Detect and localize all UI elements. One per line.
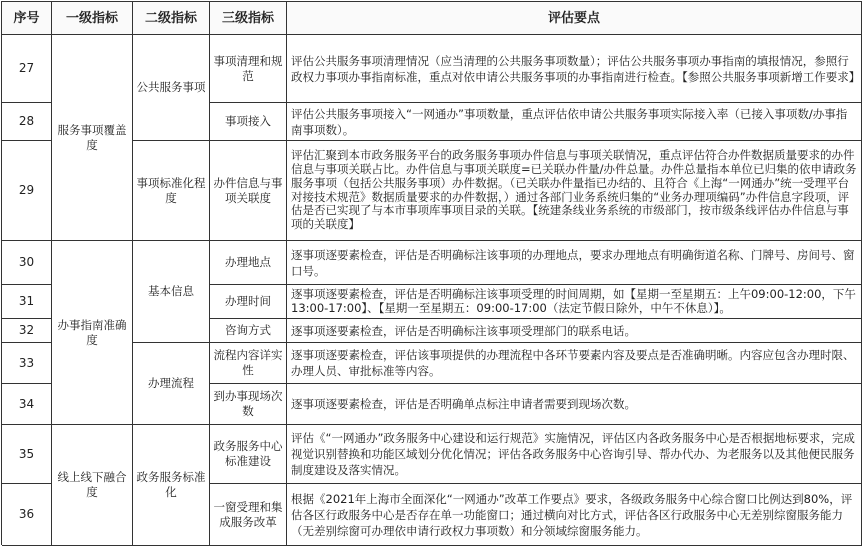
level2-basic-info: 基本信息 [133,241,210,343]
row-number: 34 [2,384,52,425]
row-level3: 政务服务中心标准建设 [210,425,287,484]
row-number: 29 [2,141,52,241]
row-level3: 流程内容详实性 [210,343,287,384]
row-number: 27 [2,35,52,103]
row-level3: 事项接入 [210,103,287,141]
level1-coverage: 服务事项覆盖度 [52,35,133,241]
row-points: 评估公共服务事项接入“一网通办”事项数量，重点评估依申请公共服务事项实际接入率（已接入事项数/办事指南事项数）。 [287,103,862,141]
row-number: 32 [2,319,52,343]
row-number: 33 [2,343,52,384]
header-level1: 一级指标 [52,2,133,35]
row-points: 根据《2021年上海市全面深化“一网通办”改革工作要点》要求，各级政务服务中心综合窗口比例达到80%，评估各区行政服务中心是否存在单一功能窗口；通过横向对比方式，评估各区行政服务中心无差别综窗服务能力（无差别综窗可办理依申请行政权力事项数）和分领域综窗服务能力。 [287,484,862,546]
row-number: 35 [2,425,52,484]
row-level3: 咨询方式 [210,319,287,343]
row-level3: 办理时间 [210,285,287,319]
level2-standardization: 事项标准化程度 [133,141,210,241]
row-points: 逐事项逐要素检查，评估该事项提供的办理流程中各环节要素内容及要点是否准确明晰。内容应包含办理时限、办理人员、审批标准等内容。 [287,343,862,384]
level1-guide-accuracy: 办事指南准确度 [52,241,133,425]
row-number: 31 [2,285,52,319]
row-level3: 事项清理和规范 [210,35,287,103]
evaluation-table [1,1,862,545]
level2-process: 办理流程 [133,343,210,425]
row-number: 28 [2,103,52,141]
row-points: 评估汇聚到本市政务服务平台的政务服务事项办件信息与事项关联情况，重点评估符合办件数据质量要求的办件信息与事项关联占比。办件信息与事项关联度=已关联办件量/办件总量。办件总量指本单位已归集的依申请政务服务事项（包括公共服务事项）办件数据。（已关联办件量指已办结的、且符合《上海“一网通办”统一受理平台对接技术规范》数据质量要求的办件数据，）通过各部门业务系统归集的“业务办理项编码”办件信息字段项，评估是否已实现了与本市事项库事项目录的关联。【统建条线业务系统的市级部门，按市级条线评估办件信息与事项的关联度】 [287,141,862,241]
row-level3: 办理地点 [210,241,287,285]
row-points: 逐事项逐要素检查，评估是否明确标注该事项受理部门的联系电话。 [287,319,862,343]
row-level3: 一窗受理和集成服务改革 [210,484,287,546]
row-points: 逐事项逐要素检查，评估是否明确标注该事项受理的时间周期，如【星期一至星期五：上午09:00-12:00，下午13:00-17:00】、【星期一至星期五：09:00-17:00（法定节假日除外，中午不休息）】。 [287,285,862,319]
row-points: 逐事项逐要素检查，评估是否明确标注该事项的办理地点，要求办理地点有明确街道名称、门牌号、房间号、窗口号。 [287,241,862,285]
row-number: 30 [2,241,52,285]
row-points: 评估公共服务事项清理情况（应当清理的公共服务事项数量）；评估公共服务事项办事指南的填报情况，参照行政权力事项办事指南标准，重点对依申请公共服务事项的办事指南进行检查。【参照公共服务事项新增工作要求】 [287,35,862,103]
header-number: 序号 [2,2,52,35]
level1-online-offline: 线上线下融合度 [52,425,133,546]
row-level3: 办件信息与事项关联度 [210,141,287,241]
row-points: 评估《“一网通办”政务服务中心建设和运行规范》实施情况，评估区内各政务服务中心是否根据地标要求，完成视觉识别替换和功能区域划分优化情况；评估各政务服务中心咨询引导、帮办代办、为老服务以及其他便民服务制度建设及落实情况。 [287,425,862,484]
level2-public-service: 公共服务事项 [133,35,210,141]
header-level2: 二级指标 [133,2,210,35]
header-points: 评估要点 [287,2,862,35]
header-level3: 三级指标 [210,2,287,35]
row-level3: 到办事现场次数 [210,384,287,425]
level2-service-standard: 政务服务标准化 [133,425,210,546]
row-number: 36 [2,484,52,546]
row-points: 逐事项逐要素检查，评估是否明确单点标注申请者需要到现场次数。 [287,384,862,425]
